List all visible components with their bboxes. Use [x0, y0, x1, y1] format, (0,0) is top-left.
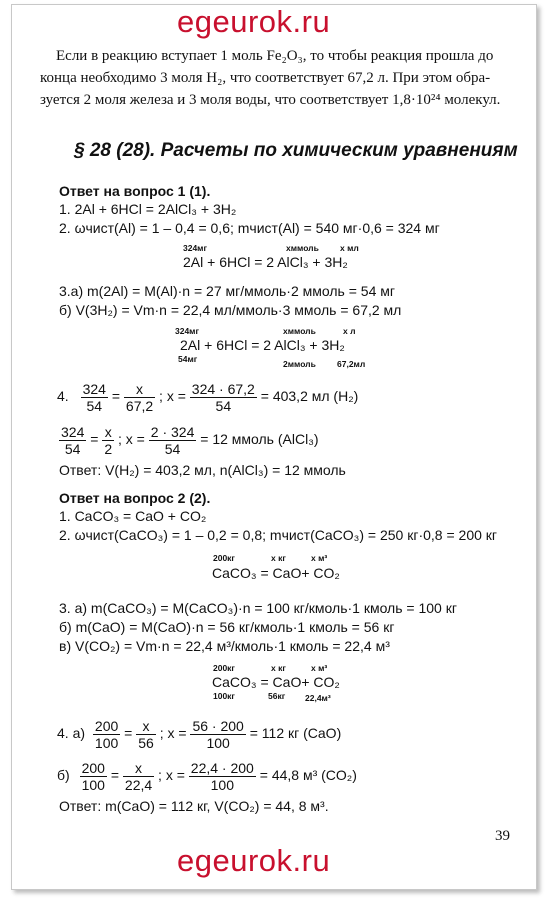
intro-line-3: зуется 2 моля железа и 3 моля воды, что соответствует 1,8·10²⁴ молекул.	[40, 92, 501, 108]
q2-eq1-above-caco3: 200кг	[213, 553, 235, 563]
fraction: х 56	[138, 718, 154, 751]
q2-equation-1: CaCO₃ = CaO+ CO₂	[212, 565, 340, 581]
q1-eq1-above-h2: х мл	[340, 243, 359, 253]
q2-heading: Ответ на вопрос 2 (2).	[59, 490, 211, 506]
q1-eq2-below-alcl3: 2ммоль	[283, 359, 316, 369]
q1-eq2-above-alcl3: хммоль	[283, 326, 316, 336]
section-title: § 28 (28). Расчеты по химическим уравнениям	[74, 140, 518, 161]
q2-eq1-above-co2: х м³	[311, 553, 328, 563]
page-number: 39	[495, 828, 510, 844]
fraction: $\frac{324 \cdot 67,2}{54}$	[191, 381, 255, 414]
fraction: х 2	[104, 424, 113, 457]
q2-equation-2: CaCO₃ = CaO+ CO₂	[212, 674, 340, 690]
q1-equation-1: 2Al + 6HCl = 2 AlCl₃ + 3H₂	[183, 254, 348, 270]
q1-proportion-2: $\frac{324}{54}$ = х 2 ; х = $\frac{2 \cdot 324}{54}$ = 12 ммоль (AlCl₃)	[61, 424, 319, 457]
fraction: $\frac{200}{100}$	[81, 760, 105, 793]
q1-eq2-below-al: 54мг	[178, 354, 198, 364]
q2-line-3c: в) V(CO₂) = Vm·n = 22,4 м³/кмоль·1 кмоль = 22,4 м³	[59, 638, 390, 654]
q2-eq2-above-cao: х кг	[271, 663, 286, 673]
watermark-top: egeurok.ru	[177, 4, 331, 39]
fraction: $\frac{324}{54}$	[82, 381, 106, 414]
q1-proportion-1: 4. $\frac{324}{54}$ = х 67,2 ; х = $\frac{324 \cdot 67,2}{54}$ = 403,2 мл (H₂)	[57, 381, 359, 414]
q1-line-3a: 3.а) m(2Al) = M(Al)·n = 27 мг/ммоль·2 ммоль = 54 мг	[59, 283, 395, 299]
q1-heading: Ответ на вопрос 1 (1).	[59, 183, 211, 199]
q2-eq1-above-cao: х кг	[271, 553, 286, 563]
q2-line-3a: 3. а) m(CaCO₃) = M(CaCO₃)·n = 100 кг/кмоль·1 кмоль = 100 кг	[59, 600, 457, 616]
intro-line-1: Если в реакцию вступает 1 моль Fe₂O₃, то чтобы реакция прошла до	[56, 48, 494, 64]
q2-eq2-below-cao: 56кг	[268, 691, 286, 701]
fraction: $\frac{22,4 \cdot 200}{100}$	[190, 760, 254, 793]
q2-line-1: 1. CaCO₃ = CaO + CO₂	[59, 508, 207, 524]
q2-eq2-below-co2: 22,4м³	[305, 693, 331, 703]
fraction: $\frac{200}{100}$	[94, 718, 119, 751]
q2-proportion-1: 4. а) $\frac{200}{100}$ = х 56 ; х = $\frac{56 \cdot 200}{100}$ = 112 кг (CaO)	[57, 718, 342, 751]
q1-eq2-above-h2: х л	[343, 326, 356, 336]
q1-eq1-above-alcl3: хммоль	[286, 243, 319, 253]
fraction: х 67,2	[125, 381, 154, 414]
watermark-bottom: egeurok.ru	[177, 843, 331, 878]
q1-answer: Ответ: V(H₂) = 403,2 мл, n(AlCl₃) = 12 ммоль	[59, 462, 346, 478]
q2-line-2: 2. ωчист(CaCO₃) = 1 – 0,2 = 0,8; mчист(CaCO₃) = 250 кг·0,8 = 200 кг	[59, 527, 498, 543]
q1-eq2-above-al: 324мг	[175, 326, 200, 336]
fraction: $\frac{324}{54}$	[61, 424, 85, 457]
q2-answer: Ответ: m(CaO) = 112 кг, V(CO₂) = 44, 8 м³.	[59, 798, 329, 814]
q2-eq2-above-caco3: 200кг	[213, 663, 235, 673]
q1-line-1: 1. 2Al + 6HCl = 2AlCl₃ + 3H₂	[59, 201, 237, 217]
q1-line-3b: б) V(3H₂) = Vm·n = 22,4 мл/ммоль·3 ммоль = 67,2 мл	[59, 302, 402, 318]
q1-eq1-above-al: 324мг	[183, 243, 208, 253]
intro-line-2: конца необходимо 3 моля H₂, что соответствует 67,2 л. При этом обра-	[40, 70, 491, 86]
q1-eq2-below-h2: 67,2мл	[337, 359, 366, 369]
q2-proportion-2: б) $\frac{200}{100}$ = х 22,4 ; х = $\frac{22,4 \cdot 200}{100}$ = 44,8 м³ (CO₂)	[57, 760, 357, 793]
q2-eq2-above-co2: х м³	[311, 663, 328, 673]
q1-equation-2: 2Al + 6HCl = 2 AlCl₃ + 3H₂	[180, 337, 345, 353]
q1-line-2: 2. ωчист(Al) = 1 – 0,4 = 0,6; mчист(Al) = 540 мг·0,6 = 324 мг	[59, 220, 440, 236]
q2-line-3b: б) m(CaO) = M(CaO)·n = 56 кг/кмоль·1 кмоль = 56 кг	[59, 619, 395, 635]
fraction: х 22,4	[124, 760, 153, 793]
q2-eq2-below-caco3: 100кг	[213, 691, 235, 701]
fraction: $\frac{2 \cdot 324}{54}$	[150, 424, 195, 457]
fraction: $\frac{56 \cdot 200}{100}$	[192, 718, 244, 751]
